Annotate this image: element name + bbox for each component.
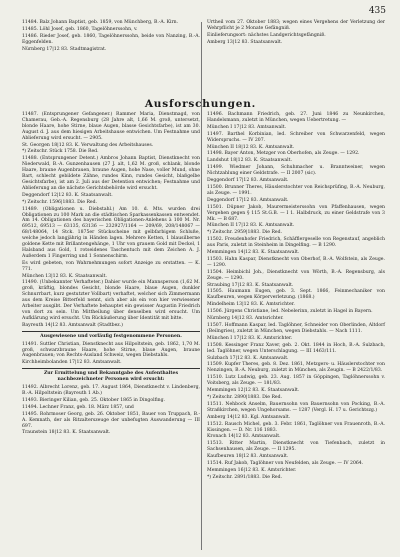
entry-text: Landshut 18|12 83. K. Staatsanwalt. [207,158,292,164]
entry-text: 11494. Lechner Franz, geb. 18. März 1857, und [22,404,134,410]
entry-text: München I 17|12 83. K. Amtsrichter. [207,335,293,341]
entry-text: Einlieferungsort: nächstes Landgerichtsgefängniß. [207,32,326,38]
entry-text: 11510. Lutz Ludwig, geb. 23. Aug. 1857 in Göppingen, Taglöhnerssohn v. Voitsberg, als Zeuge. — 181/83. [207,375,385,387]
entry-text: Amberg 13|12 83. Staatsanwalt. [207,39,283,45]
entry-text: *) Zeitschr. Stück 1758. Die Red. [22,149,99,155]
entry-text: 11486. Rieder Josef, geb. 1860, Tagelöhnerssohn, beide von Nanzing, B.-A. Eggenfelden. [22,33,200,45]
subsection-heading: Zur Ermittelung und Bekanntgabe des Aufenthaltes nachbezeichneter Personen wird ersucht: [43,371,179,383]
entry-text: 11498. Bayer Anton, Metzger von Oberhofen, als Zeuge. — 1292. [207,151,360,157]
entry-text: Mindelheim 13|12 83. K. Amtsrichter. [207,302,295,308]
entry-text: 11489. (Obligationen u. Diebstahl.) Am 10. d. Mts. wurden drei Obligationen zu 100 Mark an die städtischen Sparkassenkassen entwendet. Am 14. Obligationen des bayerischen Obligationen-Anlehens à 100 M. Nr. 69512, 69513 — 63135, 63136 — 232927/1164 — 209/69, 208/148067 — 68/148064, 14 Stck. 1875er Stückscheine mit gelbfarbigem Schluße, welche jedoch langjährig in Händen lagen. Mehrere Ketten, 1 blausilberne goldene Kette mit Brillantengehänge, 1 Uhr von grauem Gold mit Deckel, 1 Halsband aus Gold, 1 rotseidenes Taschentuch mit dem Zeichen A. J. Außerdem 1 Fingerring und 1 Sonnenschirm. [22,206,200,259]
entry-text: 11514. Ruf Jakob, Taglöhner von Neufelden, als Zeuge. — IV 2064. [207,461,364,467]
entry-text: Nürnberg 17|12 83. Stadtmagistrat. [22,46,107,52]
entry-text: 11506. Jürgens Christiane, led. Nebelerinn, zuletzt in Hagel in Bayern. [207,309,373,315]
entry-text: 11497. Barthel Korbinian, led. Schreiber von Schwarzenfeld, wegen Widerspruchs. — IV 207. [207,131,385,143]
entry-text: 11493. Bieringer Kilian, geb. 25. Oktober 1865 in Dingolfing. [22,397,166,403]
entry-text: Deggendorf 17|12 83. Amtsanwalt. [207,178,289,184]
entry-text: 11501. Düpner Jakob, Maurermeisterssohn von Pfaffenhausen, wegen Vergehen gegen § 115 St.G.B. — I 1. Halbdruck, zu einer Geldstrafe von 3 Mk. — B 687. [207,204,385,222]
entry-text: 11485. Löhl Josef, geb. 1860, Tagelöhnerssohn, v. [22,26,138,32]
entry-text: Kirchheimbolanden 17|12 83. Amtsanwalt. [22,360,122,366]
entry-text: 11509. Kupfer Theres, geb. 8. Dez. 1861, Metzgers- u. Häuslerstochter von Nenzingen, B.-A. Neuburg, zuletzt in München, als Zeugin. — B 2422/1/83. [207,362,385,374]
right-column [207,112,385,482]
entry-text: München II 18|12 83. K. Amtsanwalt. [207,144,295,150]
entry-text: 11484. Balz Johann Baptist, geb. 1859, von Münchberg, B.-A. Kirn. [22,20,179,25]
page-number: 435 [368,6,386,16]
heading-rule [22,368,200,369]
entry-text: Memmingen 14|12 83. K. Staatsanwalt. [207,250,300,256]
entry-text: *) Zeitschr. 2890|1883. Die Red. [207,394,283,400]
entry-text: 11512. Rausch Michel, geb. 3. Febr. 1861, Taglöhner von Frauenroth, B.-A. Kissingen. — D. Nr. 116 1883. [207,421,385,433]
entry-text: 11500. Brunner Theres, Häuslerstochter von Reichsprüfing, B.-A. Neuburg, als Zeuge. — 1991. [207,184,385,196]
entry-text: 11492. Albrecht Lorenz, geb. 17. August 1864, Dienstknecht v. Lindenberg, B.-A. Hilpoltstein (Bayreuth 1 Ab.) [22,385,200,396]
entry-text: Memmingen 16|12 83. K. Amtsrichter. [207,467,297,473]
entry-text: Kaufbeuren 18|12 83. Amtsanwalt. [207,454,289,460]
entry-text: 11502. Freudenhofer Friedrich, Schäfflergeselle von Regenstauf, angeblich aus Paris, zuletzt in Steinheim in Dingelfing. — B 1290. [207,237,385,249]
entry-text: 11491. Suttler Christian, Dienstknecht aus Hilpoltstein, geb. 1862, 1,70 M. groß, schwarzbraune Haare, hohe Stirne, blaue Augen, braune Augenbrauen; von Rechts-Ausland Schweiz, wegen Diebstahls. [22,341,200,359]
column-divider [201,22,202,550]
entry-text: Memmingen 12|12 83. K. Staatsanwalt. [207,388,300,394]
entry-text: Kronach 14|12 83. Amtsanwalt. [207,434,281,440]
entry-text: 11490. (Unbekannter Verhafteter.) Dahier wurde ein Mannsperson (1,62 M. groß, kräftig, blondes Gesicht, blonde Haare, blaue Augen, dunkler Schnurrbart, kurz gestutzter Vollbart) verhaftet, welcher sich Zimmermann aus dem Kreise Bitterfeld nennt, sich aber als ein von hier verwiesener Arbeiter ausgibt. Der Verhaftete behauptet ein gewisser Augustin Friedrich von dort zu sein. Um Mittheilung über denselben wird ersucht. Um Aufklärung wird ersucht. Um Rückäußerung über Identität mit bitte. [22,280,200,321]
entry-text: 11511. Nehbock Anselm, Bauernsohn von Bauernsohn von Pocking, B.-A. Straßkirchen, wegen Ungehorsams. — 1287 (Vergl. H. 17 u. Gerichtszg.) [207,401,385,413]
entry-text: St. Georgen 18|12 83. K. Verwaltung des Arbeitshauses. [22,142,154,148]
subsection-heading: Ausgewiesene und vorläufig festgenommene Personen. [40,333,182,339]
entry-text: 11507. Hoffmann Kaspar, led. Taglöhner, Schneider von Oberlinden, Altdorf (Beilngries), zuletzt in München, wegen Diebstahls. — Nach 1111. [207,323,385,334]
entry-text: München II 17|12 83. K. Amtsanwalt. [207,223,295,229]
entry-text: Urtheil vom 27. Oktober 1883; wegen eines Vergehens der Verletzung der Wehrpflicht je 2 Monate Gefängniß. [207,20,385,31]
entry-text: 11503. Hahn Kaspar, Dienstknecht von Oberhof, B.-A. Wolfstein, als Zeuge. — 1290. [207,256,385,268]
entry-text: 11504. Heimbichl Joh., Dienstknecht von Wörth, B.-A. Regensburg, als Zeuge. — 1290. [207,269,385,281]
entry-text: 11495. Rohrmoser Georg, geb. 26. Oktober 1851, Bauer von Truppach, B.-A. Kemnath, der als Ritzalterszeuge der unbefugten Auswanderung — III 697. [22,411,200,429]
entry-text: Sulzbach 17|12 83. K. Amtsanwalt. [207,355,289,361]
entry-text: Deggendorf 12|12 83. K. Staatsanwalt. [22,192,113,198]
entry-text: Amberg 14|12 83. Kgl. Amtsanwalt. [207,414,291,420]
entry-text: 11505. Haumann Eugen, geb. 3. Sept. 1866, Feinmechaniker von Kaufbeuren, wegen Körperverletzung. (1868.) [207,289,385,301]
top-right-block [207,20,385,47]
entry-text: Nürnberg 14|12 83. Amtsrichter. [207,316,284,322]
entry-text: Deggendorf 17|12 83. Amtsanwalt. [207,197,289,203]
heading-rule [22,331,200,332]
section-title: Ausforschungen. [144,98,257,110]
entry-text: Es wird gebeten, von Wahrnehmungen sofort Anzeige zu erstatten. — K. 771. [22,260,200,272]
entry-text: *) Zeitschr. 1596|1883. Die Red. [22,199,98,205]
entry-text: 11487. (Entsprungener Gefangener.) Rammer Maria, Dienstmagd, von Chamerau, Geb.-A. Regensburg (28 Jahre alt, 1,66 M. groß, untersetzt, blonde Haare, hohe Stirne, blaue Augen, blasse Gesichtsfarbe), ist am 30. August d. J. aus dem hiesigen Arbeitshause entwichen. Um Festnahme und Ablieferung wird ersucht. — 2905. [22,112,200,141]
left-column [22,112,200,437]
entry-text: München 13|12 83. K. Staatsanwalt. [22,273,107,279]
entry-text: 11496. Bachmann Friedrich, geb. 27. Juni 1846 zu Neunkirchen, Handelsmann, zuletzt in München, wegen Uebertretung. — [207,112,385,123]
entry-text: Straubing 17|12 83. K. Staatsanwalt. [207,282,294,288]
entry-text: Bayreuth 14|12 83. Amtsanwalt (Stadtbez.) [22,322,123,328]
entry-text: *) Zeitschr. 2959|1883. Die Red. [207,230,283,236]
entry-text: Traunstein 18|12 83. K. Staatsanwalt. [22,430,111,436]
entry-text: 11499. Wiedmer Johann, Schuhmacher u. Branntweiner, wegen Nichtzahlung einer Geldstrafe. — II 2007 (sic). [207,165,385,177]
top-left-block [22,20,200,54]
entry-text: 11513. Ritter Martin, Dienstknecht von Tiefenbach, zuletzt in Sachsenhausen, als Zeuge. — II 1295. [207,441,385,453]
entry-text: 11508. Kessinger Franz Xaver, geb. 2. Okt. 1844 in Hoch, B.-A. Sulzbach, led. Taglöhner, wegen Unterschlagung. — III 1463/111. [207,342,385,354]
entry-text: *) Zeitschr. 2891/1883. Die Red. [207,474,283,480]
entry-text: München I 17|12 83. Amtsanwalt. [207,124,287,130]
entry-text: 11488. (Entsprungener Detent.) Ambros Johann Baptist, Dienstknecht von Niederwald, B.-A. Gunzenhausen (27 J. alt, 1,62 M. groß, schlank, blonde Haare, braune Augenbrauen, braune Augen, hohe Nase, voller Mund, ohne Bart, schlecht gebildete Zähne, rundes Kinn, rundes Gesicht, blaßgelbe Gesichtsfarbe), ist am 2. Juli aus der Detention entwichen; Festnahme und Ablieferung an die nächste Gerichtsbehörde wird ersucht. [22,156,200,191]
